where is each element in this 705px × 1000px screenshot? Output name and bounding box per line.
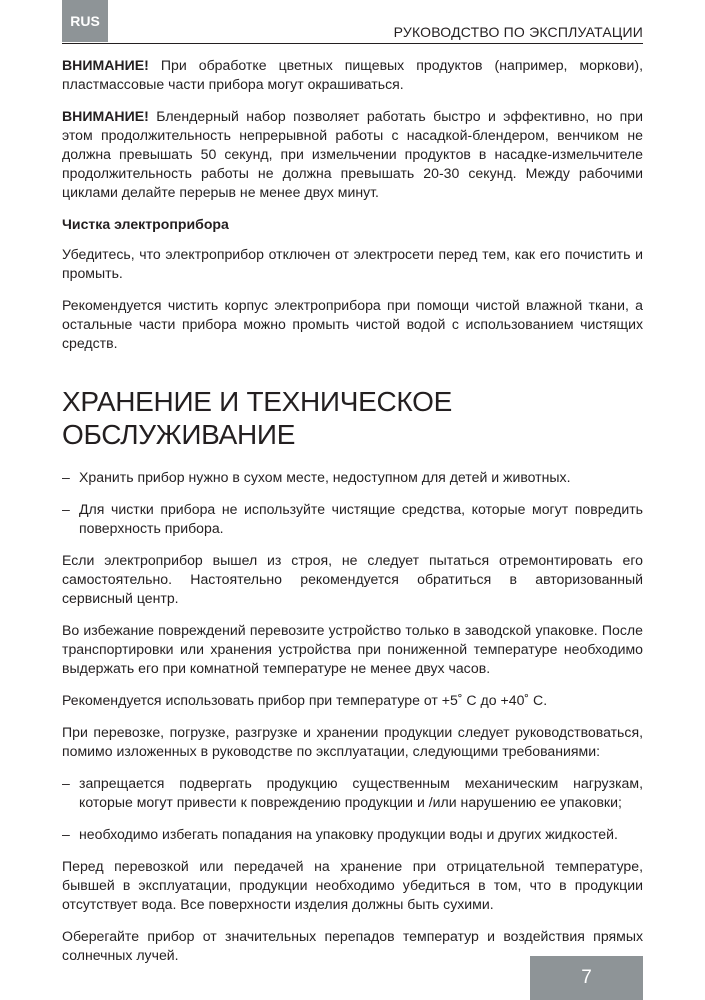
page-content [62, 56, 643, 978]
storage-paragraph: При перевозке, погрузке, разгрузке и хранении продукции следует руководствоваться, помимо изложенных в руководстве по эксплуатации, следующими требованиями: [62, 724, 643, 759]
warning-paragraph [62, 107, 643, 202]
section-heading-line: ХРАНЕНИЕ И ТЕХНИЧЕСКОЕ [62, 386, 452, 417]
storage-paragraph: Оберегайте прибор от значительных перепадов температур и воздействия прямых солнечных лучей. [62, 928, 643, 963]
header-rule [62, 43, 643, 44]
cleaning-subheading-text: Чистка электроприбора [62, 216, 229, 232]
section-heading-line: ОБСЛУЖИВАНИЕ [62, 419, 296, 450]
cleaning-paragraph: Рекомендуется чистить корпус электроприбора при помощи чистой влажной ткани, а остальные части прибора можно промыть чистой водой с использованием чистящих средств. [62, 297, 643, 351]
requirement-text: запрещается подвергать продукцию существенным механическим нагрузкам, которые могут привести к повреждению продукции и /или нарушению ее упаковки; [79, 775, 643, 810]
bullet-item [62, 468, 643, 487]
section-heading [62, 385, 643, 451]
warning-label: ВНИМАНИЕ! [62, 108, 149, 124]
bullet-dash: – [62, 501, 70, 517]
bullet-text: Для чистки прибора не используйте чистящие средства, которые могут повредить поверхность прибора. [79, 501, 643, 536]
warning-text: При обработке цветных пищевых продуктов (например, моркови), пластмассовые части прибора могут окрашиваться. [62, 57, 643, 92]
bullet-dash: – [62, 775, 70, 791]
requirement-text: необходимо избегать попадания на упаковку продукции воды и других жидкостей. [79, 826, 618, 842]
bullet-item [62, 500, 643, 538]
requirement-item [62, 825, 643, 844]
bullet-dash: – [62, 826, 70, 842]
requirement-item [62, 774, 643, 812]
page-number: 7 [530, 956, 643, 1000]
cleaning-subheading [62, 215, 643, 234]
bullet-dash: – [62, 469, 70, 485]
language-tab: RUS [62, 0, 108, 42]
bullet-text: Хранить прибор нужно в сухом месте, недоступном для детей и животных. [79, 469, 571, 485]
cleaning-paragraph: Убедитесь, что электроприбор отключен от электросети перед тем, как его почистить и промыть. [62, 246, 643, 281]
storage-paragraph: Если электроприбор вышел из строя, не следует пытаться отремонтировать его самостоятельно. Настоятельно рекомендуется обратиться в авторизованный сервисный центр. [62, 552, 643, 606]
storage-paragraph: Перед перевозкой или передачей на хранение при отрицательной температуре, бывшей в эксплуатации, продукции необходимо убедиться в том, что в продукции отсутствует вода. Все поверхности изделия должны быть сухими. [62, 858, 643, 912]
warning-paragraph [62, 56, 643, 94]
storage-paragraph: Рекомендуется использовать прибор при температуре от +5˚ С до +40˚ С. [62, 692, 548, 708]
document-title: РУКОВОДСТВО ПО ЭКСПЛУАТАЦИИ [393, 24, 643, 40]
warning-label: ВНИМАНИЕ! [62, 57, 149, 73]
storage-paragraph: Во избежание повреждений перевозите устройство только в заводской упаковке. После транспортировки или хранения устройства при пониженной температуре необходимо выдержать его при комнатной температуре не менее двух часов. [62, 622, 643, 676]
warning-text: Блендерный набор позволяет работать быстро и эффективно, но при этом продолжительность непрерывной работы с насадкой-блендером, венчиком не должна превышать 50 секунд, при измельчении продуктов в насадке-измельчителе продолжительность работы не должна превышать 20-30 секунд. Между рабочими циклами делайте перерыв не менее двух минут. [62, 108, 643, 200]
